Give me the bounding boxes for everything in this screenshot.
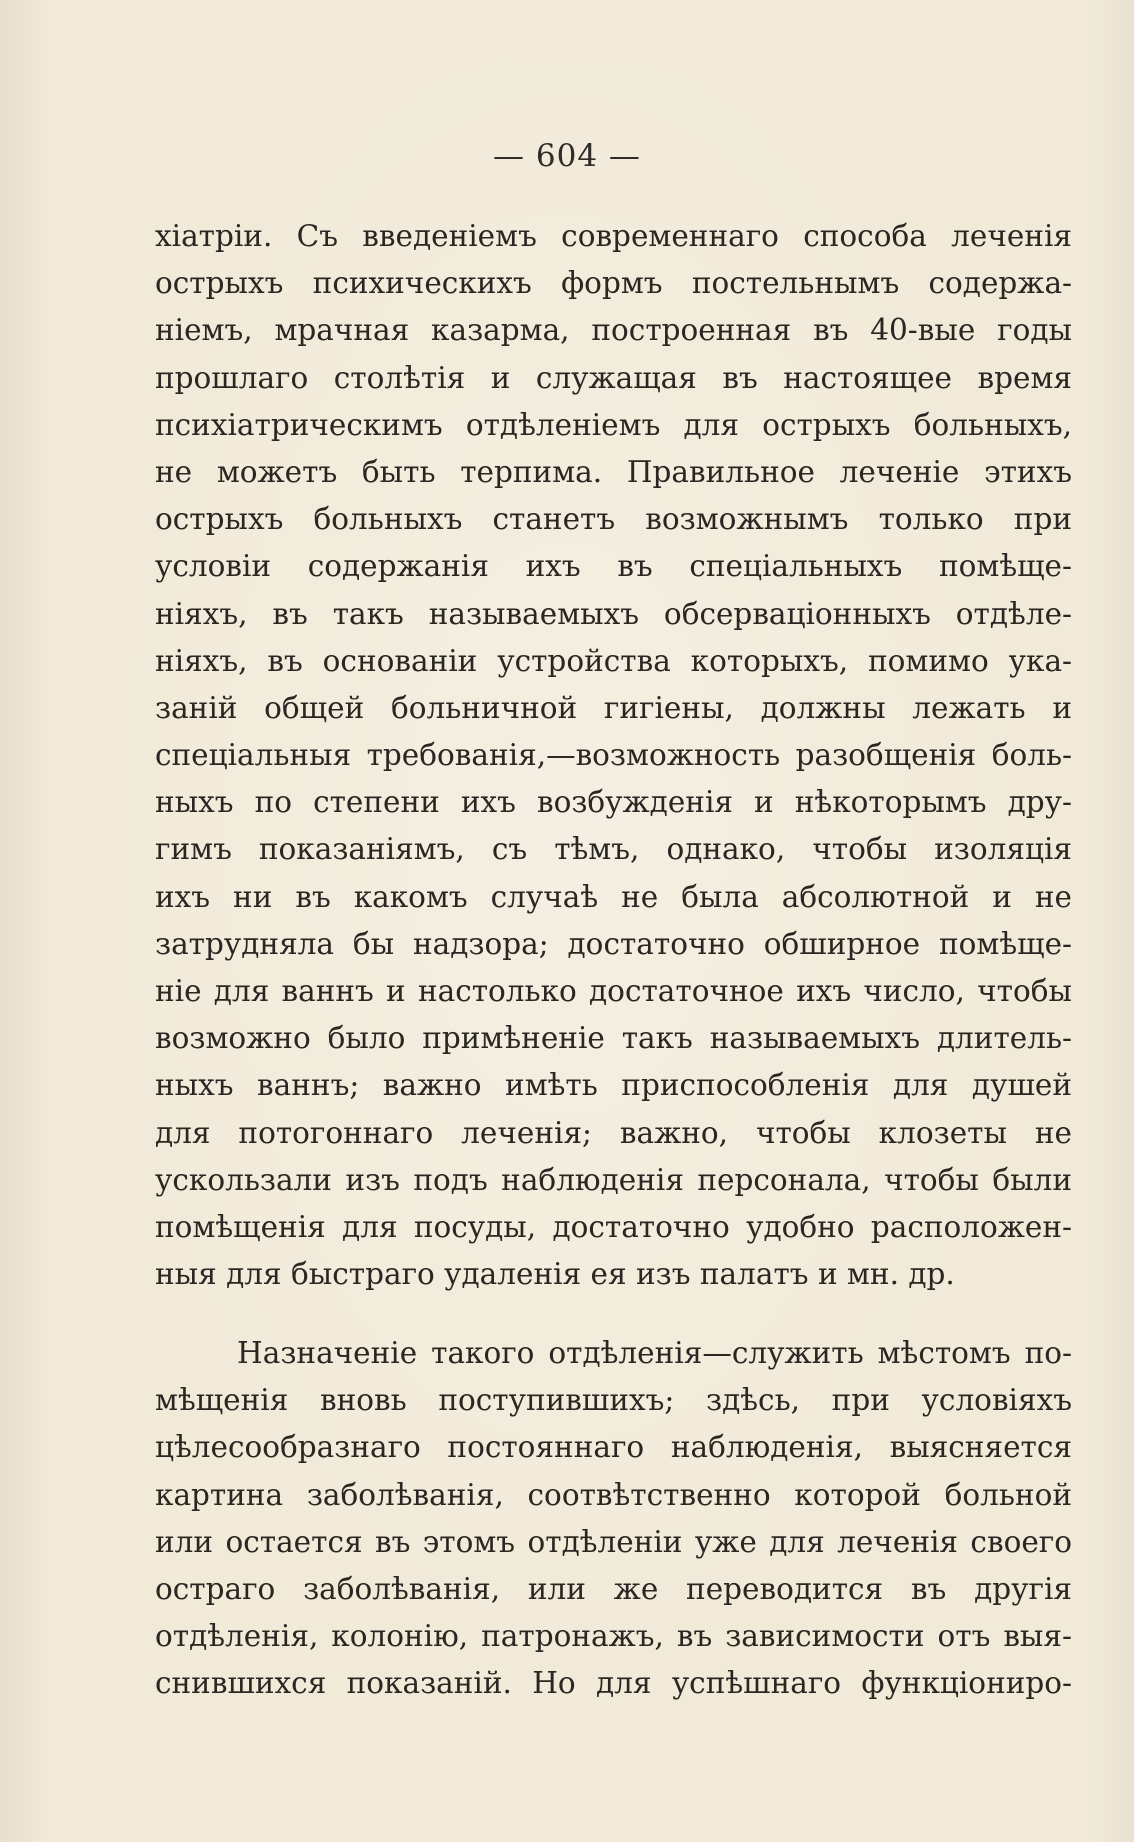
text-line: ніяхъ, въ такъ называемыхъ обсерваціонныхъ отдѣле-	[155, 596, 1072, 631]
text-line: ныхъ ваннъ; важно имѣть приспособленія для душей	[155, 1068, 1072, 1103]
text-line: ныя для быстраго удаленія ея изъ палатъ и мн. др.	[155, 1257, 955, 1292]
page-number: — 604 —	[493, 138, 641, 174]
text-line: психіатрическимъ отдѣленіемъ для острыхъ больныхъ,	[155, 407, 1072, 442]
text-line: ускользали изъ подъ наблюденія персонала, чтобы были	[155, 1162, 1072, 1197]
text-line: отдѣленія, колонію, патронажъ, въ зависимости отъ выя-	[155, 1619, 1072, 1654]
text-line: для потогоннаго леченія; важно, чтобы клозеты не	[155, 1115, 1072, 1150]
text-line: не можетъ быть терпима. Правильное леченіе этихъ	[155, 454, 1072, 489]
text-line: острыхъ больныхъ станетъ возможнымъ только при	[155, 502, 1072, 537]
paragraph-2	[155, 1330, 1072, 1708]
paragraph-1	[155, 213, 1072, 1298]
text-line: ніемъ, мрачная казарма, построенная въ 40-вые годы	[155, 313, 1072, 348]
text-line: хіатріи. Съ введеніемъ современнаго способа леченія	[155, 219, 1072, 253]
text-line: условіи содержанія ихъ въ спеціальныхъ помѣще-	[155, 549, 1072, 584]
text-line: заній общей больничной гигіены, должны лежать и	[155, 690, 1072, 725]
text-line: ныхъ по степени ихъ возбужденія и нѣкоторымъ дру-	[155, 785, 1072, 820]
text-line: помѣщенія для посуды, достаточно удобно расположен-	[155, 1209, 1072, 1244]
text-line: затрудняла бы надзора; достаточно обширное помѣще-	[155, 926, 1072, 961]
text-line: или остается въ этомъ отдѣленіи уже для леченія своего	[155, 1524, 1072, 1559]
text-line: прошлаго столѣтія и служащая въ настоящее время	[155, 360, 1072, 395]
text-line: снившихся показаній. Но для успѣшнаго функціониро-	[155, 1666, 1072, 1701]
text-line: ніяхъ, въ основаніи устройства которыхъ, помимо ука-	[155, 643, 1072, 678]
text-line: возможно было примѣненіе такъ называемыхъ длитель-	[155, 1021, 1072, 1056]
text-line: острыхъ психическихъ формъ постельнымъ содержа-	[155, 266, 1072, 301]
text-line: цѣлесообразнаго постояннаго наблюденія, выясняется	[155, 1430, 1072, 1465]
text-line: спеціальныя требованія,—возможность разобщенія боль-	[155, 738, 1072, 773]
text-line: ніе для ваннъ и настолько достаточное ихъ число, чтобы	[155, 974, 1072, 1008]
text-line: картина заболѣванія, соотвѣтственно которой больной	[155, 1477, 1072, 1512]
text-line: гимъ показаніямъ, съ тѣмъ, однако, чтобы изоляція	[155, 832, 1072, 867]
text-line: остраго заболѣванія, или же переводится въ другія	[155, 1571, 1072, 1606]
text-line: Назначеніе такого отдѣленія—служить мѣстомъ по-	[237, 1336, 1072, 1370]
text-line: ихъ ни въ какомъ случаѣ не была абсолютной и не	[155, 879, 1072, 914]
text-line: мѣщенія вновь поступившихъ; здѣсь, при условіяхъ	[155, 1383, 1072, 1418]
